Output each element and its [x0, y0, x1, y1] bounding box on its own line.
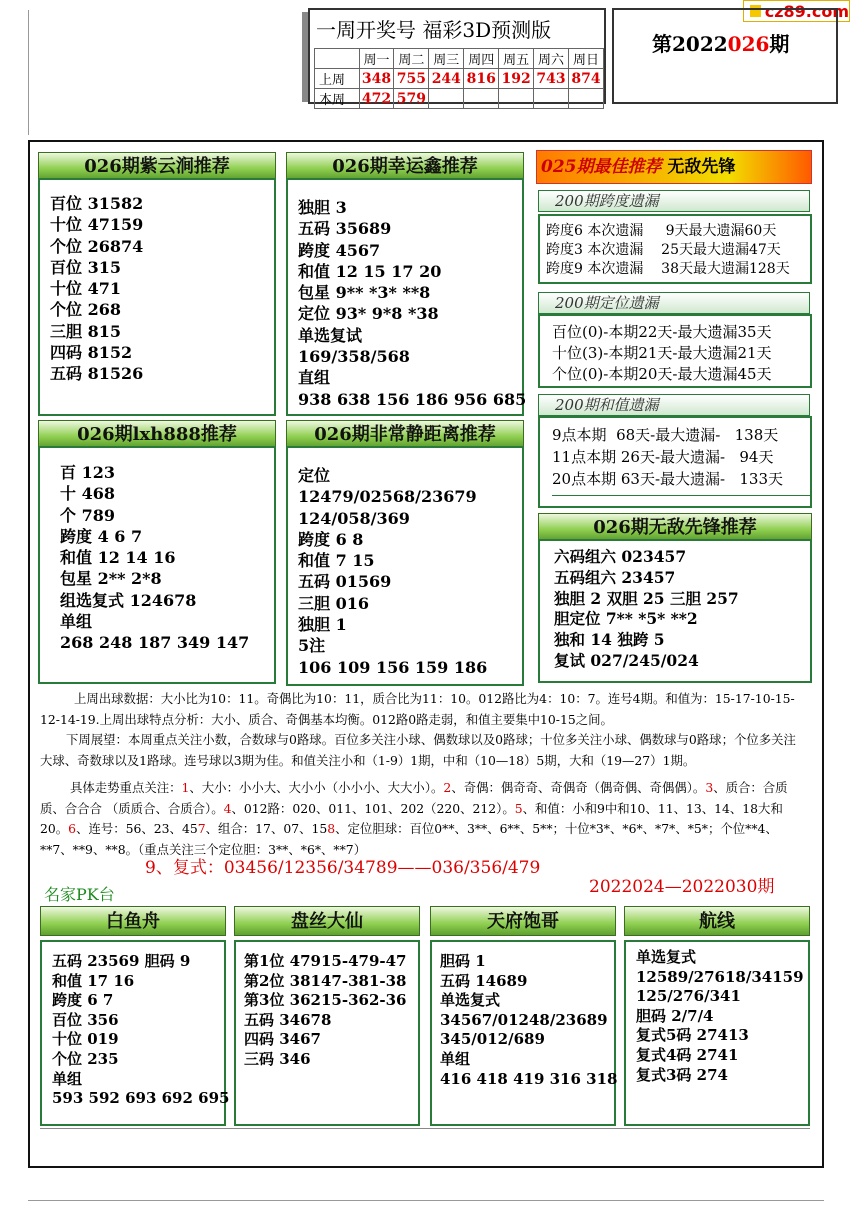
pk-line: 复式4码 2741 [636, 1045, 739, 1064]
dingwei-row: 百位(0)-本期22天-最大遗漏35天 [552, 323, 772, 341]
panel-xingyun-title: 026期幸运鑫推荐 [286, 152, 524, 180]
last-week-row [315, 69, 604, 89]
pk-line: 百位 356 [52, 1010, 119, 1029]
trend-text: 、组合：17、07、15 [205, 821, 328, 837]
hezhi-underline [552, 495, 810, 496]
rec-line: 和值 7 15 [298, 551, 375, 571]
result-cell [499, 89, 534, 109]
result-cell: 816 [464, 69, 499, 89]
panel-ziyun-title: 026期紫云涧推荐 [38, 152, 276, 180]
trend-text: 、质合：合质质、合合合 （质质合、合质合）。 [40, 780, 788, 816]
trend-num: 5 [514, 800, 523, 816]
rec-line: 5注 [298, 636, 326, 656]
week-table-heading: 一周开奖号 福彩3D预测版 [316, 18, 552, 42]
dingwei-row: 个位(0)-本期20天-最大遗漏45天 [552, 365, 772, 383]
pk-line: 四码 3467 [244, 1030, 321, 1049]
rec-line: 938 638 156 186 956 685 [298, 389, 527, 409]
dingwei-row: 十位(3)-本期21天-最大遗漏21天 [552, 344, 772, 362]
pk-line: 复式5码 27413 [636, 1026, 749, 1045]
pk-line: 和值 17 16 [52, 971, 135, 990]
rec-line: 五码 35689 [298, 219, 392, 239]
trend-text: 、012路：020、011、101、202（220、212）。 [231, 800, 515, 816]
rec-line: 跨度 4567 [298, 240, 381, 260]
corner-cell [315, 49, 360, 69]
pk-col-body [430, 940, 616, 1126]
analysis-trend [40, 778, 800, 860]
rec-line: 106 109 156 159 186 [298, 657, 488, 677]
panel-feichang-title: 026期非常静距离推荐 [286, 420, 524, 448]
day-cell: 周六 [534, 49, 569, 69]
pk-label: 名家PK台 [44, 885, 115, 904]
result-cell: 192 [499, 69, 534, 89]
day-header-row [315, 49, 604, 69]
watermark-text: cz89.com [764, 1, 849, 21]
rec-line: 124/058/369 [298, 508, 410, 528]
pk-line: 单选复式 [440, 991, 501, 1010]
trend-num: 7 [197, 821, 206, 837]
rec-line: 百位 31582 [50, 194, 144, 213]
trend-text: 、奇偶：偶奇奇、奇偶奇（偶奇偶、奇偶偶）。 [451, 780, 706, 795]
rec-line: 个位 26874 [50, 236, 144, 256]
rec-line: 百位 315 [50, 257, 121, 277]
kuadu-row: 跨度9 本次遗漏 38天最大遗漏128天 [546, 261, 790, 277]
panel-feichang-body [286, 446, 524, 686]
analysis-outlook: 下周展望：本周重点关注小数，合数球与0路球。百位多关注小球、偶数球以及0路球；十位多关注小球、偶数球与0路球；个位多关注大球、奇数球以及1路球。连号球以3期为佳。和值关注小和（1-9）1期，中和（10—18）5期，大和（19—27）1期。 [40, 732, 796, 768]
day-cell: 周日 [568, 49, 603, 69]
rec-line: 三胆 815 [50, 321, 121, 341]
trend-num: 2 [443, 780, 452, 795]
pk-line: 593 592 693 692 695 [52, 1089, 230, 1108]
pk-line: 345/012/689 [440, 1030, 545, 1049]
kuadu-row: 跨度3 本次遗漏 25天最大遗漏47天 [546, 242, 781, 258]
pk-line: 单选复式 [636, 948, 697, 966]
rec-line: 五码 01569 [298, 572, 392, 592]
panel-wudi-title: 026期无敌先锋推荐 [538, 513, 812, 541]
hezhi-row: 9点本期 68天-最大遗漏- 138天 [552, 426, 779, 444]
pk-line: 五码 14689 [440, 971, 528, 990]
day-cell: 周一 [359, 49, 394, 69]
rec-line: 12479/02568/23679 [298, 487, 477, 507]
analysis-last-week: 上周出球数据：大小比为10：11。奇偶比为10：11，质合比为11：10。012路比为4：10：7。连号4期。和值为：15-17-10-15-12-14-19.上周出球特点分析：大小、质合、奇偶基本均衡。012路0路走弱，和值主要集中10-15之间。 [40, 691, 795, 727]
rec-line: 独胆 1 [298, 615, 347, 635]
pk-line: 跨度 6 7 [52, 991, 114, 1010]
best-recommend-banner [536, 150, 812, 184]
result-cell: 874 [568, 69, 603, 89]
rec-line: 五码 81526 [50, 364, 144, 384]
panel-wudi-body [538, 539, 812, 683]
result-cell: 244 [429, 69, 464, 89]
rec-line: 独胆 2 双胆 25 三胆 257 [554, 588, 739, 608]
pk-line: 单组 [440, 1049, 471, 1068]
issue-number: 026 [727, 32, 770, 56]
trend-num: 8 [327, 821, 336, 837]
result-cell [429, 89, 464, 109]
rec-line: 复试 027/245/024 [554, 650, 699, 670]
rec-line: 包星 9** *3* **8 [298, 283, 431, 303]
rec-line: 十位 47159 [50, 215, 144, 235]
result-cell: 472 [359, 89, 394, 109]
fushi-line: 9、复式：03456/12356/34789——036/356/479 [145, 858, 541, 878]
pk-line: 个位 235 [52, 1049, 119, 1068]
panel-ziyun-body [38, 178, 276, 416]
rec-line: 和值 12 15 17 20 [298, 261, 442, 281]
rec-line: 个 789 [60, 505, 115, 525]
pk-col-body [40, 940, 230, 1126]
result-cell: 743 [534, 69, 569, 89]
trend-text: 、连号：56、23、45 [76, 821, 198, 837]
rec-line: 独和 14 独跨 5 [554, 630, 665, 650]
trend-text: 、和值：小和9中和10、11、13、14、18大和20。 [40, 800, 783, 837]
panel-lxh-title: 026期lxh888推荐 [38, 420, 276, 448]
result-cell [534, 89, 569, 109]
page-bottom-line [28, 1200, 824, 1201]
rec-line: 单选复试 [298, 325, 363, 345]
trend-text: 、定位胆球：百位0**、3**、6**、5**；十位*3*、*6*、*7*、*5*；个位**4、**7、**9、**8。（重点关注三个定位胆：3**、*6*、**7） [40, 821, 778, 857]
dingwei-omission-box [538, 314, 812, 388]
rec-line: 跨度 6 8 [298, 529, 364, 549]
left-border-line [28, 10, 29, 135]
rec-line: 胆定位 7** *5* **2 [554, 609, 698, 629]
result-cell [464, 89, 499, 109]
last-week-label: 上周 [315, 69, 360, 89]
rec-line: 直组 [298, 368, 331, 388]
kuadu-omission-box [538, 214, 812, 284]
week-results-grid [314, 48, 604, 109]
rec-line: 六码组六 023457 [554, 547, 687, 566]
rec-line: 个位 268 [50, 300, 121, 320]
dingwei-omission-title: 200期定位遗漏 [538, 292, 810, 314]
issue-number-box [612, 8, 838, 104]
trend-num: 1 [181, 780, 190, 795]
kuadu-omission-title: 200期跨度遗漏 [538, 190, 810, 212]
rec-line: 十 468 [60, 484, 115, 504]
day-cell: 周二 [394, 49, 429, 69]
pk-bottom-line [40, 1128, 810, 1129]
issue-suffix: 期 [769, 32, 790, 56]
pk-line: 416 418 419 316 318 [440, 1069, 618, 1088]
pk-line: 第1位 47915-479-47 [244, 952, 407, 970]
trend-num: 6 [68, 821, 77, 837]
banner-black-text: 无敌先锋 [661, 157, 736, 177]
day-cell: 周五 [499, 49, 534, 69]
pk-line: 胆码 2/7/4 [636, 1006, 714, 1025]
pk-col-title: 航线 [624, 906, 810, 936]
pk-col-body [234, 940, 420, 1126]
pk-line: 34567/01248/23689 [440, 1010, 608, 1029]
pk-col-title: 盘丝大仙 [234, 906, 420, 936]
this-week-row [315, 89, 604, 109]
pk-line: 单组 [52, 1069, 83, 1088]
trend-num: 3 [705, 780, 714, 795]
banner-red-text: 025期最佳推荐 [541, 157, 662, 177]
pk-line: 五码 23569 胆码 9 [52, 952, 191, 970]
day-cell: 周三 [429, 49, 464, 69]
rec-line: 包星 2** 2*8 [60, 569, 162, 589]
rec-line: 独胆 3 [298, 198, 347, 217]
rec-line: 268 248 187 349 147 [60, 633, 250, 653]
result-cell: 579 [394, 89, 429, 109]
rec-line: 百 123 [60, 463, 115, 482]
this-week-label: 本周 [315, 89, 360, 109]
hezhi-row: 20点本期 63天-最大遗漏- 133天 [552, 470, 784, 488]
trend-num: 4 [223, 800, 232, 816]
rec-line: 169/358/568 [298, 347, 410, 367]
hezhi-omission-box [538, 416, 812, 508]
kuadu-row: 跨度6 本次遗漏 9天最大遗漏60天 [546, 223, 777, 239]
rec-line: 三胆 016 [298, 593, 369, 613]
pk-col-body [624, 940, 810, 1126]
issue-prefix: 第2022 [652, 32, 728, 56]
panel-xingyun-body [286, 178, 527, 416]
day-cell: 周四 [464, 49, 499, 69]
result-cell: 755 [394, 69, 429, 89]
rec-line: 单组 [60, 612, 93, 632]
rec-line: 四码 8152 [50, 343, 133, 363]
hezhi-omission-title: 200期和值遗漏 [538, 394, 810, 416]
result-cell: 348 [359, 69, 394, 89]
pk-line: 第2位 38147-381-38 [244, 971, 407, 990]
rec-line: 和值 12 14 16 [60, 548, 176, 568]
trend-text: 、大小：小小大、大小小（小小小、大大小）。 [189, 780, 444, 795]
rec-line: 组选复式 124678 [60, 590, 197, 610]
pk-period: 2022024—2022030期 [589, 877, 775, 897]
pk-line: 胆码 1 [440, 952, 486, 970]
pk-col-title: 白鱼舟 [40, 906, 226, 936]
result-cell [568, 89, 603, 109]
rec-line: 跨度 4 6 7 [60, 526, 143, 546]
pk-line: 12589/27618/34159 [636, 967, 804, 986]
rec-line: 定位 93* 9*8 *38 [298, 304, 439, 324]
rec-line: 五码组六 23457 [554, 567, 676, 587]
hezhi-row: 11点本期 26天-最大遗漏- 94天 [552, 448, 774, 466]
pk-col-title: 天府饱哥 [430, 906, 616, 936]
panel-lxh-body [38, 446, 276, 684]
pk-line: 复式3码 274 [636, 1065, 728, 1084]
pk-line: 125/276/341 [636, 987, 741, 1006]
pk-line: 三码 346 [244, 1049, 311, 1068]
rec-line: 十位 471 [50, 279, 121, 299]
trend-intro: 具体走势重点关注： [70, 780, 182, 795]
pk-line: 第3位 36215-362-36 [244, 991, 407, 1010]
week-draw-table [308, 8, 606, 108]
pk-line: 十位 019 [52, 1030, 119, 1049]
rec-line: 定位 [298, 466, 331, 485]
pk-line: 五码 34678 [244, 1010, 332, 1029]
